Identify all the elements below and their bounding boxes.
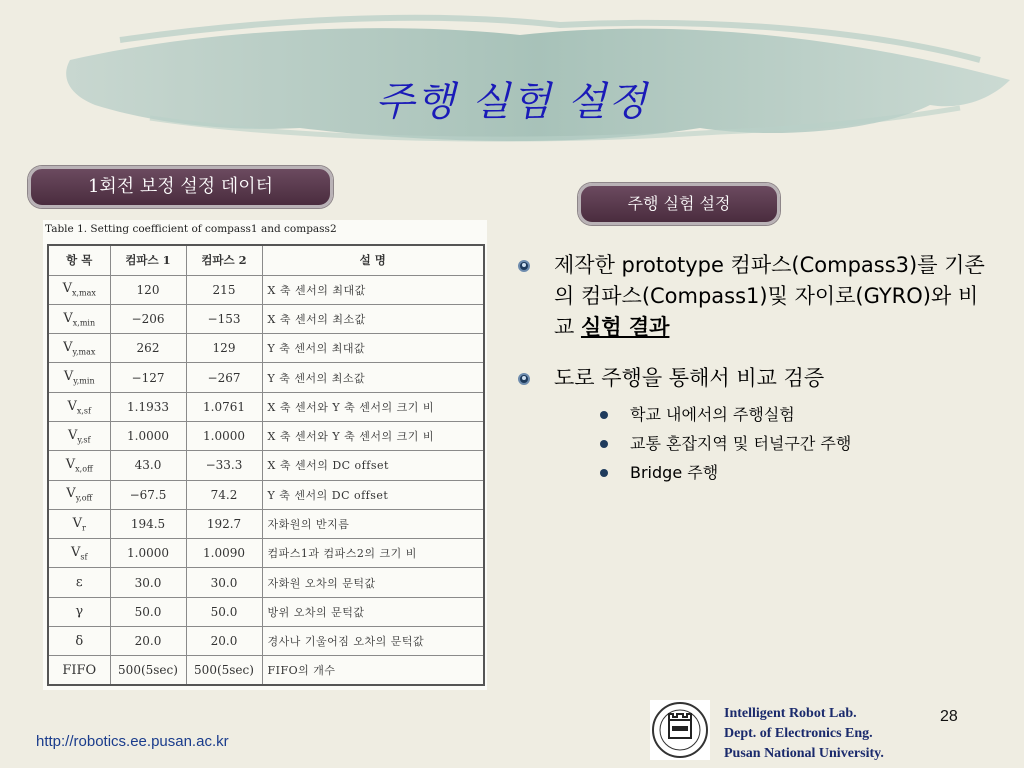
cell-description: 방위 오차의 문턱값 bbox=[262, 597, 484, 626]
table-row bbox=[48, 304, 484, 333]
cell-description: FIFO의 개수 bbox=[262, 656, 484, 685]
cell-description: 자화원의 반지름 bbox=[262, 509, 484, 538]
cell-item: $V_{y,min}$ bbox=[48, 363, 110, 392]
bullet-highlight: 실험 결과 bbox=[580, 315, 670, 339]
cell-description: Y 축 센서의 최소값 bbox=[262, 363, 484, 392]
cell-compass2: 30.0 bbox=[186, 568, 262, 597]
university-name: Pusan National University. bbox=[724, 746, 884, 761]
cell-description: Y 축 센서의 DC offset bbox=[262, 480, 484, 509]
cell-item: ε bbox=[48, 568, 110, 597]
cell-item: FIFO bbox=[48, 656, 110, 685]
bullet-text: 도로 주행을 통해서 비교 검증 bbox=[554, 366, 825, 390]
bullet-item bbox=[512, 363, 992, 487]
table-row bbox=[48, 392, 484, 421]
table-row bbox=[48, 509, 484, 538]
table-row bbox=[48, 480, 484, 509]
cell-item: $V_{x,off}$ bbox=[48, 451, 110, 480]
cell-description: 컴파스1과 컴파스2의 크기 비 bbox=[262, 539, 484, 568]
cell-compass2: 192.7 bbox=[186, 509, 262, 538]
cell-description: X 축 센서와 Y 축 센서의 크기 비 bbox=[262, 392, 484, 421]
cell-item: $V_{y,max}$ bbox=[48, 334, 110, 363]
cell-item: $V_{x,sf}$ bbox=[48, 392, 110, 421]
cell-compass2: 20.0 bbox=[186, 627, 262, 656]
cell-item: $V_{x,max}$ bbox=[48, 275, 110, 304]
cell-compass2: −267 bbox=[186, 363, 262, 392]
sub-bullet-item bbox=[554, 400, 992, 429]
cell-compass1: 1.1933 bbox=[110, 392, 186, 421]
cell-item: $V_{y,off}$ bbox=[48, 480, 110, 509]
table-row bbox=[48, 421, 484, 450]
dot-icon bbox=[600, 411, 608, 419]
bullet-list bbox=[512, 250, 992, 507]
cell-item: $V_{y,sf}$ bbox=[48, 421, 110, 450]
cell-compass1: −206 bbox=[110, 304, 186, 333]
cell-compass2: 129 bbox=[186, 334, 262, 363]
cell-compass1: 30.0 bbox=[110, 568, 186, 597]
table-row bbox=[48, 597, 484, 626]
cell-description: X 축 센서의 최대값 bbox=[262, 275, 484, 304]
sub-bullet-text: 학교 내에서의 주행실험 bbox=[630, 405, 795, 424]
lab-name: Intelligent Robot Lab. bbox=[724, 706, 857, 721]
table-row bbox=[48, 451, 484, 480]
cell-compass2: −153 bbox=[186, 304, 262, 333]
header-compass2: 컴파스 2 bbox=[186, 245, 262, 275]
bullet-text: 제작한 prototype 컴파스(Compass3)를 기존의 컴파스(Compass1)및 자이로(GYRO)와 비교 bbox=[554, 253, 985, 339]
table-row bbox=[48, 568, 484, 597]
coefficient-table bbox=[47, 244, 485, 686]
cell-compass2: −33.3 bbox=[186, 451, 262, 480]
bullet-item bbox=[512, 250, 992, 343]
sub-bullet-text: 교통 혼잡지역 및 터널구간 주행 bbox=[630, 434, 852, 453]
cell-description: X 축 센서의 최소값 bbox=[262, 304, 484, 333]
section-tag-right: 주행 실험 설정 bbox=[578, 183, 780, 225]
sub-bullet-text: Bridge 주행 bbox=[630, 463, 719, 482]
cell-compass1: 500(5sec) bbox=[110, 656, 186, 685]
cell-description: X 축 센서와 Y 축 센서의 크기 비 bbox=[262, 421, 484, 450]
cell-compass2: 215 bbox=[186, 275, 262, 304]
cell-compass2: 74.2 bbox=[186, 480, 262, 509]
cell-item: δ bbox=[48, 627, 110, 656]
table-row bbox=[48, 627, 484, 656]
cell-description: 경사나 기울어짐 오차의 문턱값 bbox=[262, 627, 484, 656]
table-header-row bbox=[48, 245, 484, 275]
cell-compass2: 1.0090 bbox=[186, 539, 262, 568]
cell-compass2: 50.0 bbox=[186, 597, 262, 626]
cell-item: $V_{sf}$ bbox=[48, 539, 110, 568]
department-name: Dept. of Electronics Eng. bbox=[724, 726, 873, 741]
table-row bbox=[48, 363, 484, 392]
header-compass1: 컴파스 1 bbox=[110, 245, 186, 275]
table-row bbox=[48, 539, 484, 568]
sub-bullet-item bbox=[554, 429, 992, 458]
coefficient-table-figure bbox=[43, 220, 487, 690]
cell-item: γ bbox=[48, 597, 110, 626]
header-description: 설 명 bbox=[262, 245, 484, 275]
cell-compass2: 500(5sec) bbox=[186, 656, 262, 685]
cell-compass1: 43.0 bbox=[110, 451, 186, 480]
table-row bbox=[48, 334, 484, 363]
cell-compass1: 262 bbox=[110, 334, 186, 363]
dot-icon bbox=[600, 440, 608, 448]
cell-item: $V_r$ bbox=[48, 509, 110, 538]
cell-description: Y 축 센서의 최대값 bbox=[262, 334, 484, 363]
cell-compass1: 1.0000 bbox=[110, 421, 186, 450]
sub-bullet-list bbox=[554, 400, 992, 487]
cell-compass1: 20.0 bbox=[110, 627, 186, 656]
cell-compass1: −67.5 bbox=[110, 480, 186, 509]
sub-bullet-item bbox=[554, 458, 992, 487]
cell-compass1: −127 bbox=[110, 363, 186, 392]
cell-compass1: 194.5 bbox=[110, 509, 186, 538]
cell-compass2: 1.0761 bbox=[186, 392, 262, 421]
lab-info bbox=[724, 704, 884, 764]
footer-url-link[interactable]: http://robotics.ee.pusan.ac.kr bbox=[36, 733, 229, 750]
dot-icon bbox=[600, 469, 608, 477]
slide-title: 주행 실험 설정 bbox=[375, 79, 649, 125]
header-item: 항 목 bbox=[48, 245, 110, 275]
bullet-icon bbox=[518, 260, 530, 272]
cell-description: 자화원 오차의 문턱값 bbox=[262, 568, 484, 597]
cell-compass2: 1.0000 bbox=[186, 421, 262, 450]
cell-compass1: 50.0 bbox=[110, 597, 186, 626]
cell-item: $V_{x,min}$ bbox=[48, 304, 110, 333]
university-seal-icon bbox=[650, 700, 710, 760]
section-tag-left: 1회전 보정 설정 데이터 bbox=[28, 166, 333, 208]
bullet-icon bbox=[518, 373, 530, 385]
table-body bbox=[48, 275, 484, 685]
page-number: 28 bbox=[940, 708, 958, 725]
table-row bbox=[48, 275, 484, 304]
table-row bbox=[48, 656, 484, 685]
cell-compass1: 1.0000 bbox=[110, 539, 186, 568]
cell-description: X 축 센서의 DC offset bbox=[262, 451, 484, 480]
table-caption: Table 1. Setting coefficient of compass1 and compass2 bbox=[45, 223, 337, 235]
cell-compass1: 120 bbox=[110, 275, 186, 304]
